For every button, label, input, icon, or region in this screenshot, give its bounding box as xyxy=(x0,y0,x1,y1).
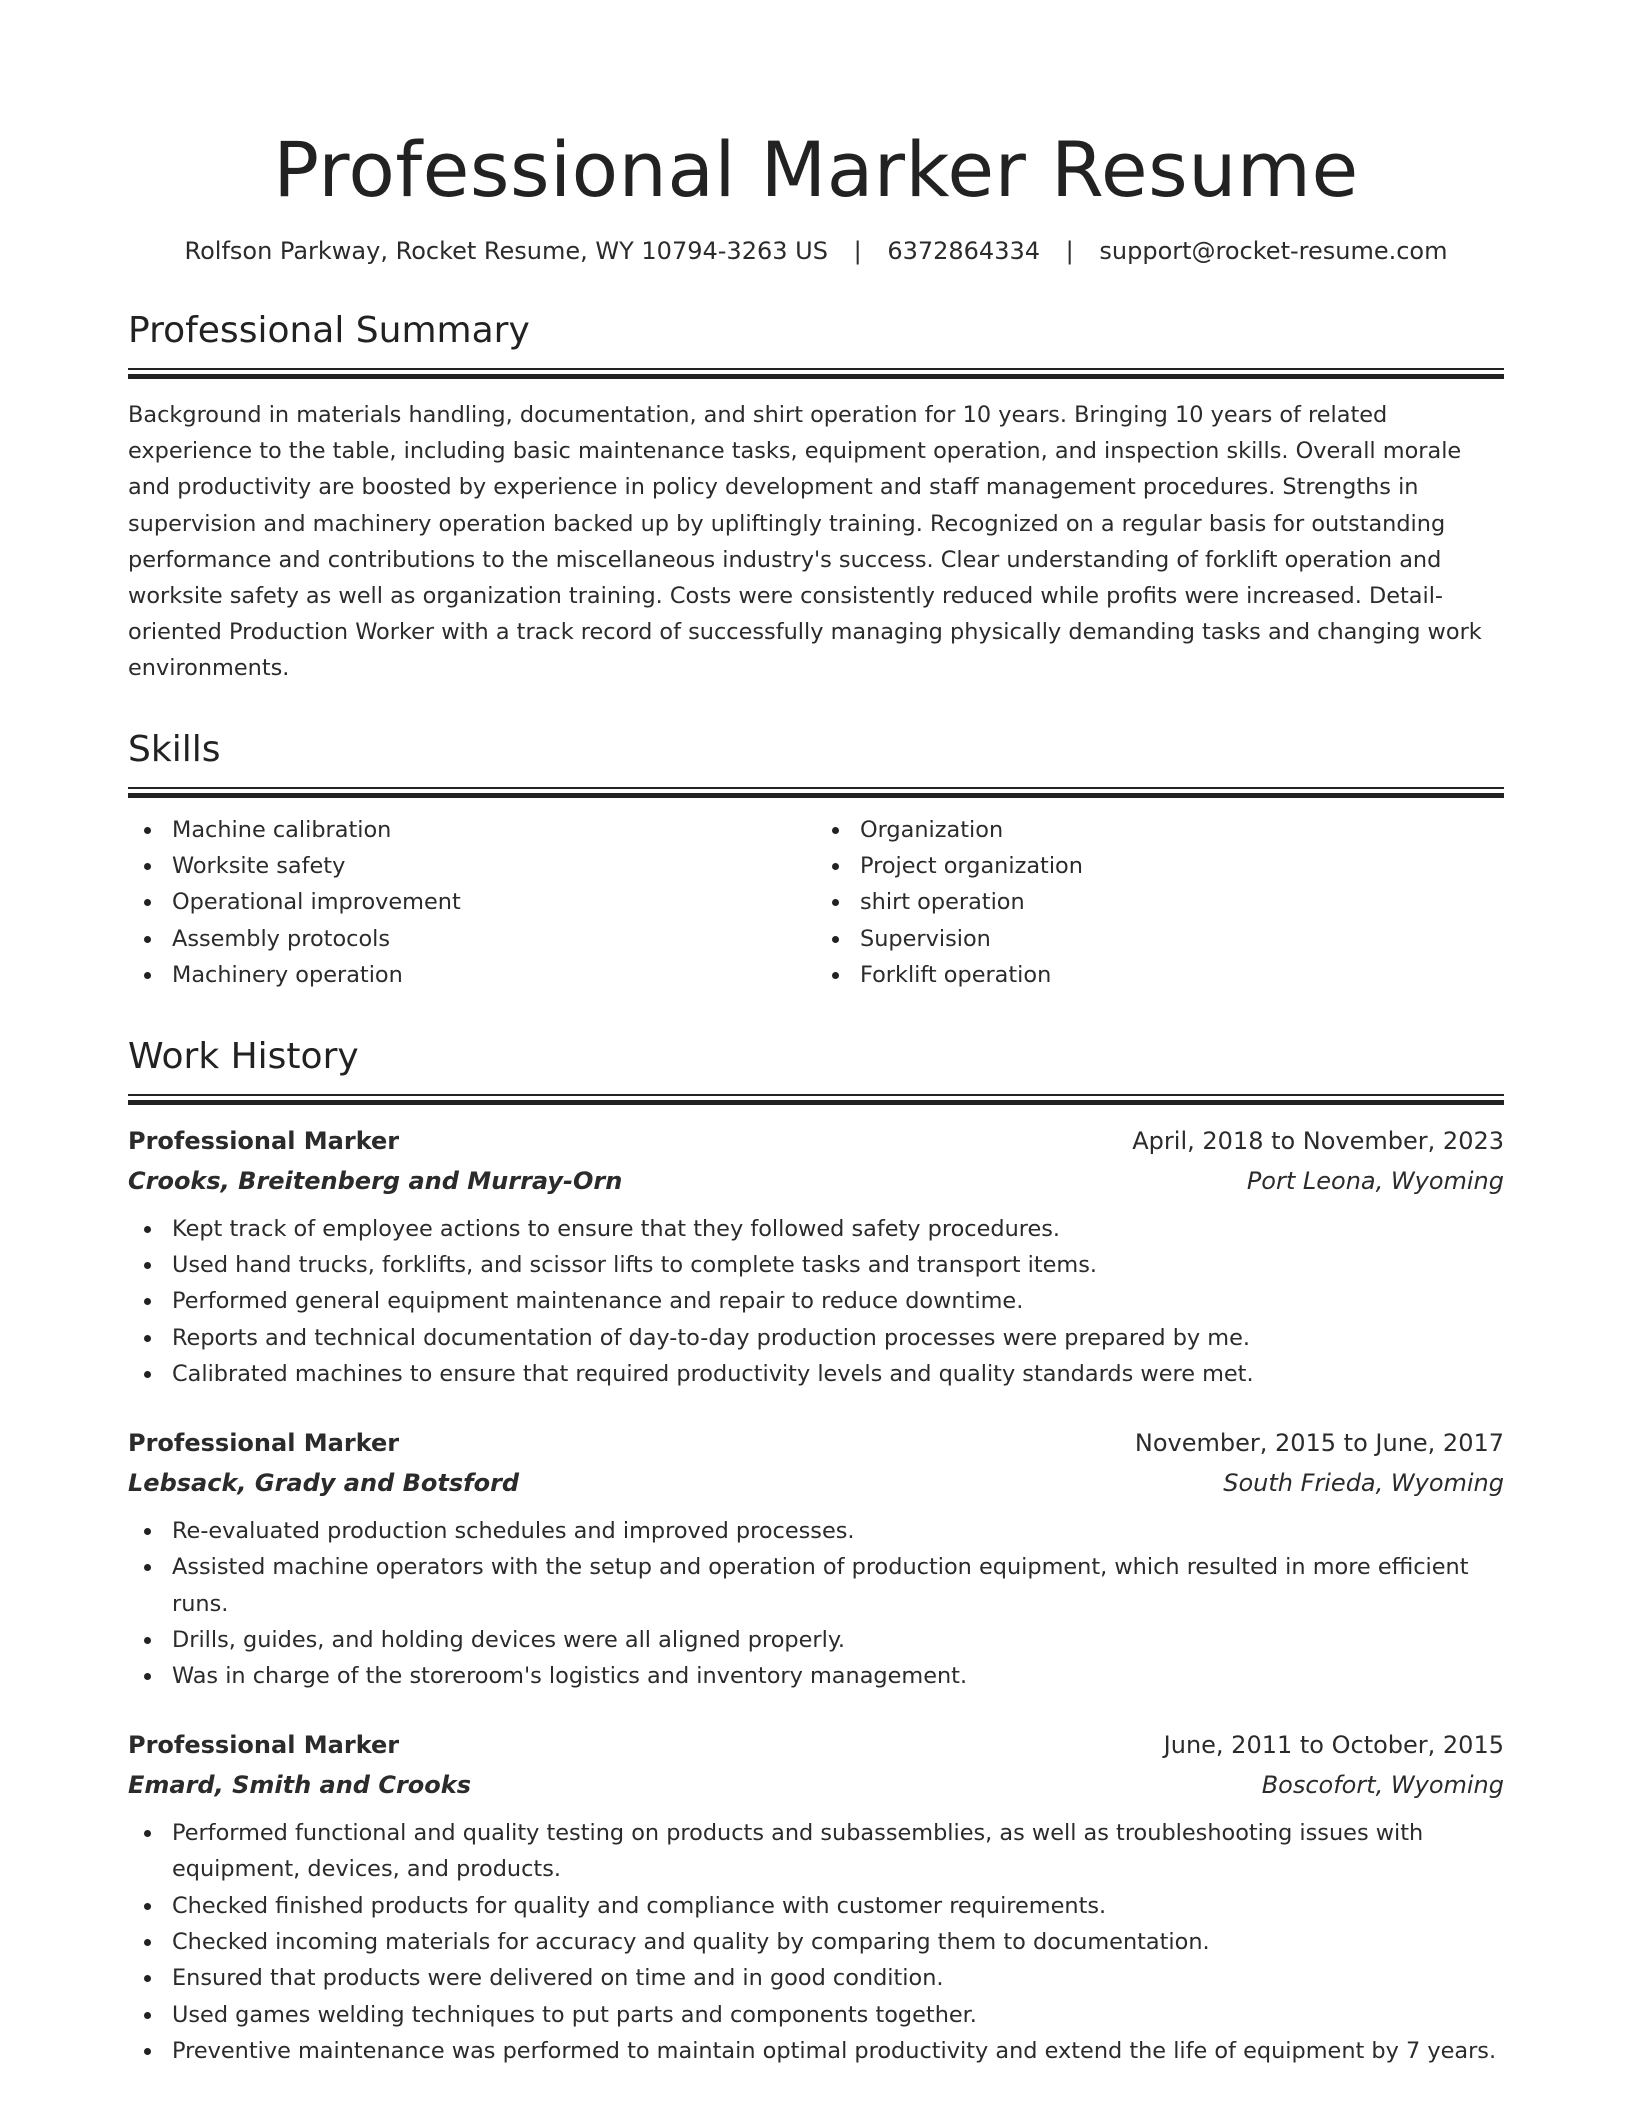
skill-item: shirt operation xyxy=(860,884,1504,920)
job-header xyxy=(128,1423,1504,1463)
skill-item: Machinery operation xyxy=(172,957,816,993)
skills-section xyxy=(128,727,1504,994)
skills-list-left xyxy=(128,812,816,994)
skill-item: Worksite safety xyxy=(172,848,816,884)
job-dates: November, 2015 to June, 2017 xyxy=(1134,1428,1504,1457)
job-title: Professional Marker xyxy=(128,1428,400,1457)
skill-item: Machine calibration xyxy=(172,812,816,848)
job-bullet: Kept track of employee actions to ensure that they followed safety procedures. xyxy=(172,1211,1504,1247)
job-entry xyxy=(128,1725,1504,2070)
job-subheader xyxy=(128,1463,1504,1503)
summary-text: Background in materials handling, documentation, and shirt operation for 10 years. Bringing 10 years of related experience to the table, including basic maintenance tasks, equipment operation, and inspection skills. Overall morale and productivity are boosted by experience in policy development and staff management procedures. Strengths in supervision and machinery operation backed up by upliftingly training. Recognized on a regular basis for outstanding performance and contributions to the miscellaneous industry's success. Clear understanding of forklift operation and worksite safety as well as organization training. Costs were consistently reduced while profits were increased. Detail-oriented Production Worker with a track record of successfully managing physically demanding tasks and changing work environments. xyxy=(128,402,1482,682)
job-location: Port Leona, Wyoming xyxy=(1246,1166,1504,1195)
job-bullet: Used games welding techniques to put parts and components together. xyxy=(172,1997,1504,2033)
skills-list-right xyxy=(816,812,1504,994)
skill-item: Project organization xyxy=(860,848,1504,884)
job-bullet: Reports and technical documentation of day-to-day production processes were prepared by me. xyxy=(172,1320,1504,1356)
job-bullet: Performed general equipment maintenance and repair to reduce downtime. xyxy=(172,1283,1504,1319)
job-subheader xyxy=(128,1161,1504,1201)
job-entry xyxy=(128,1423,1504,1695)
job-bullet: Ensured that products were delivered on time and in good condition. xyxy=(172,1960,1504,1996)
contact-address: Rolfson Parkway, Rocket Resume, WY 10794-3263 US xyxy=(184,237,828,265)
contact-phone: 6372864334 xyxy=(887,237,1041,265)
job-header xyxy=(128,1725,1504,1765)
skill-item: Forklift operation xyxy=(860,957,1504,993)
job-company: Crooks, Breitenberg and Murray-Orn xyxy=(128,1166,623,1195)
summary-heading: Professional Summary xyxy=(128,310,530,351)
work-history-section xyxy=(128,1034,1504,2070)
job-location: Boscofort, Wyoming xyxy=(1261,1770,1504,1799)
job-bullet: Drills, guides, and holding devices were all aligned properly. xyxy=(172,1622,1504,1658)
job-subheader xyxy=(128,1765,1504,1805)
skill-item: Supervision xyxy=(860,921,1504,957)
job-bullet: Used hand trucks, forklifts, and scissor lifts to complete tasks and transport items. xyxy=(172,1247,1504,1283)
job-bullet: Re-evaluated production schedules and improved processes. xyxy=(172,1513,1504,1549)
job-bullets xyxy=(128,1815,1504,2070)
job-dates: June, 2011 to October, 2015 xyxy=(1163,1730,1504,1759)
work-history-heading: Work History xyxy=(128,1035,359,1077)
job-entry xyxy=(128,1121,1504,1393)
job-bullets xyxy=(128,1211,1504,1393)
job-bullet: Was in charge of the storeroom's logistics and inventory management. xyxy=(172,1658,1504,1694)
contact-line xyxy=(128,234,1504,268)
job-bullet: Calibrated machines to ensure that required productivity levels and quality standards were met. xyxy=(172,1356,1504,1392)
job-bullet: Preventive maintenance was performed to maintain optimal productivity and extend the life of equipment by 7 years. xyxy=(172,2033,1504,2069)
skill-item: Organization xyxy=(860,812,1504,848)
job-company: Emard, Smith and Crooks xyxy=(128,1770,472,1799)
job-bullet: Assisted machine operators with the setup and operation of production equipment, which resulted in more efficient runs. xyxy=(172,1549,1504,1622)
job-title: Professional Marker xyxy=(128,1126,400,1155)
resume-title: Professional Marker Resume xyxy=(273,125,1359,214)
contact-separator: | xyxy=(853,237,862,265)
resume-page xyxy=(128,0,1504,2070)
job-bullet: Checked finished products for quality and compliance with customer requirements. xyxy=(172,1888,1504,1924)
job-company: Lebsack, Grady and Botsford xyxy=(128,1468,520,1497)
skills-heading: Skills xyxy=(128,728,221,770)
contact-separator: | xyxy=(1065,237,1074,265)
section-divider xyxy=(128,787,1504,798)
contact-email: support@rocket-resume.com xyxy=(1099,237,1448,265)
job-title: Professional Marker xyxy=(128,1730,400,1759)
summary-section xyxy=(128,308,1504,687)
job-bullet: Performed functional and quality testing on products and subassemblies, as well as troubleshooting issues with equipment, devices, and products. xyxy=(172,1815,1504,1888)
skills-columns xyxy=(128,812,1504,994)
section-divider xyxy=(128,368,1504,379)
job-dates: April, 2018 to November, 2023 xyxy=(1132,1126,1504,1155)
job-header xyxy=(128,1121,1504,1161)
job-bullets xyxy=(128,1513,1504,1695)
skill-item: Assembly protocols xyxy=(172,921,816,957)
job-bullet: Checked incoming materials for accuracy and quality by comparing them to documentation. xyxy=(172,1924,1504,1960)
job-location: South Frieda, Wyoming xyxy=(1223,1468,1504,1497)
section-divider xyxy=(128,1094,1504,1105)
skill-item: Operational improvement xyxy=(172,884,816,920)
